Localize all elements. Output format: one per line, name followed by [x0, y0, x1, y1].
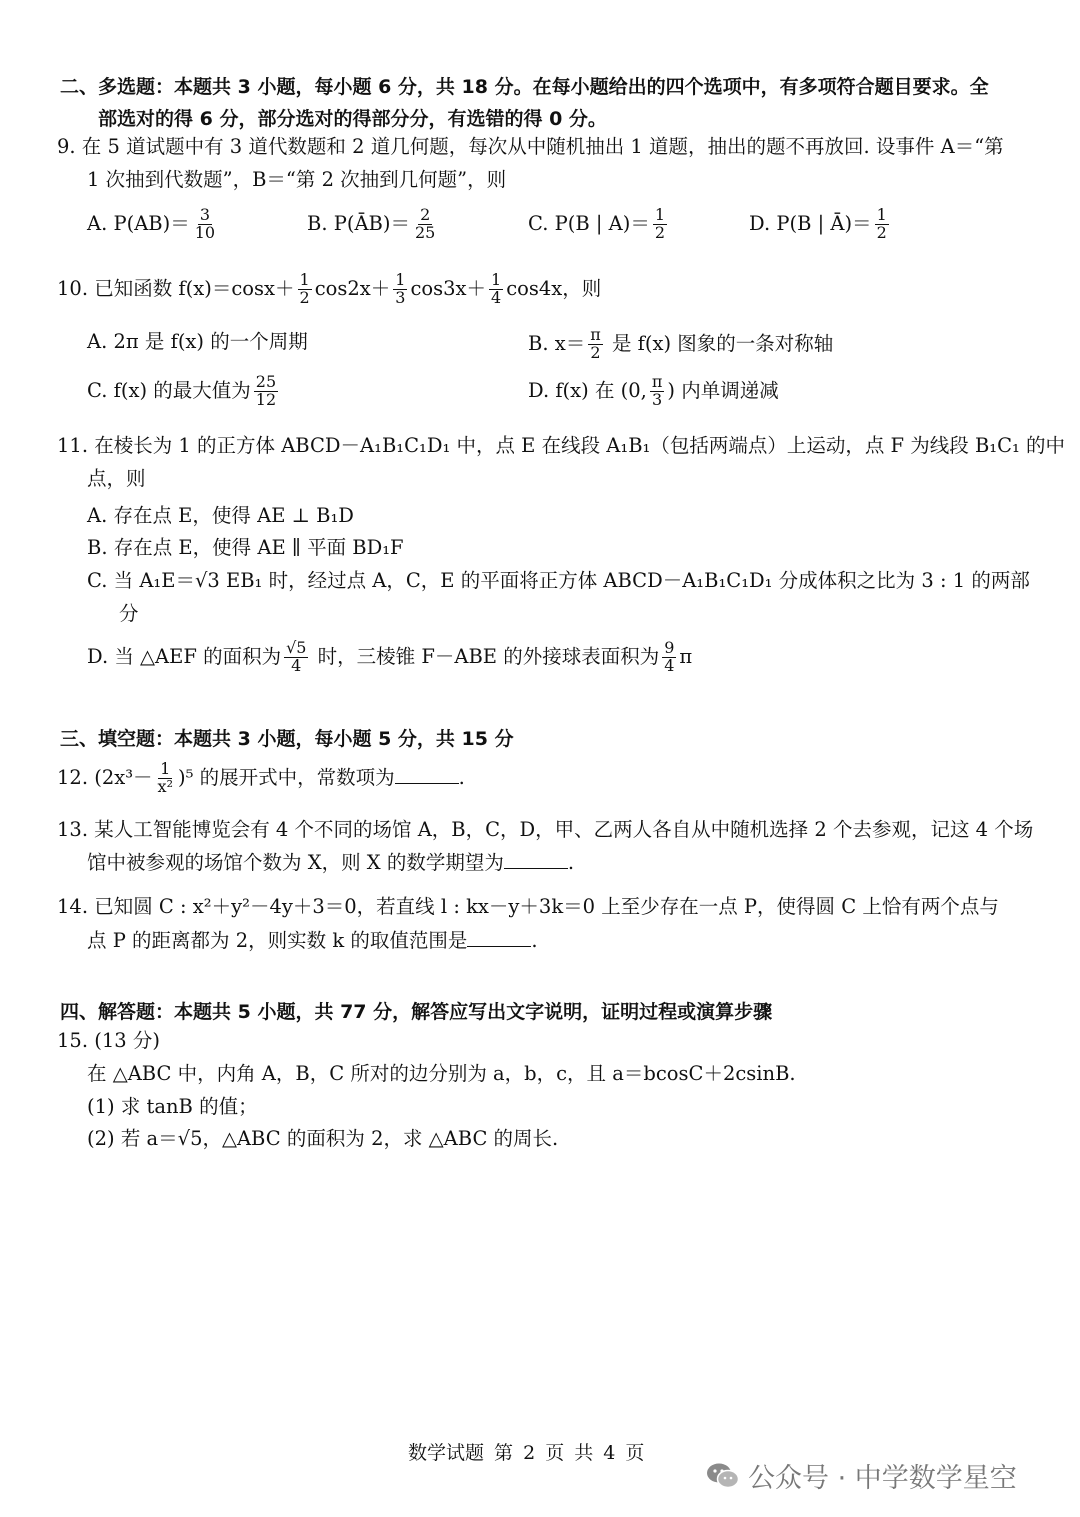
- q11-option-c-line1: C. 当 A₁E＝√3 EB₁ 时，经过点 A，C，E 的平面将正方体 ABCD－A₁B₁C₁D₁ 分成体积之比为 3 : 1 的两部: [87, 569, 1030, 592]
- q12-answer-blank[interactable]: [395, 765, 459, 784]
- q10-option-d: D. f(x) 在 (0, $\frac{\pi}{3}$ ) 内单调递减: [528, 372, 779, 409]
- q15-header: 15. (13 分): [57, 1029, 160, 1052]
- wechat-icon: [706, 1462, 740, 1490]
- q10-stem: 10. 已知函数 f(x)＝cosx＋ $\frac{1}{2}$ cos2x＋ $\frac{1}{3}$ cos3x＋ $\frac{1}{4}$ cos4x，则: [57, 270, 602, 307]
- q13-stem-line1: 13. 某人工智能博览会有 4 个不同的场馆 A，B，C，D，甲、乙两人各自从中随机选择 2 个去参观，记这 4 个场: [57, 818, 1034, 841]
- q9-option-c: C. P(B | A)＝ $\frac{1}{2}$: [528, 205, 666, 242]
- q9-stem-line2: 1 次抽到代数题”，B＝“第 2 次抽到几何题”，则: [87, 168, 507, 191]
- q9-option-a: A. P(AB)＝ $\frac{3}{10}$: [87, 205, 216, 242]
- q13-stem-line2: 馆中被参观的场馆个数为 X，则 X 的数学期望为 .: [87, 851, 575, 874]
- watermark: [706, 1456, 1017, 1495]
- section-3-heading: 三、填空题：本题共 3 小题，每小题 5 分，共 15 分: [60, 728, 514, 750]
- q11-option-b: B. 存在点 E，使得 AE ∥ 平面 BD₁F: [87, 536, 404, 559]
- q11-stem-line1: 11. 在棱长为 1 的正方体 ABCD－A₁B₁C₁D₁ 中，点 E 在线段 A₁B₁（包括两端点）上运动，点 F 为线段 B₁C₁ 的中: [57, 434, 1066, 457]
- q12-stem: 12. (2x³－ $\frac{1}{\text{x²}}$ )⁵ 的展开式中，常数项为 .: [57, 759, 465, 796]
- section-2-heading-line2: 部选对的得 6 分，部分选对的得部分分，有选错的得 0 分。: [98, 108, 607, 130]
- q9-option-b: B. P(ĀB)＝ $\frac{2}{25}$: [307, 205, 436, 242]
- q10-option-a: A. 2π 是 f(x) 的一个周期: [87, 330, 308, 353]
- q15-stem: 在 △ABC 中，内角 A，B，C 所对的边分别为 a，b，c，且 a＝bcosC＋2csinB.: [87, 1062, 796, 1085]
- q13-answer-blank[interactable]: [504, 850, 568, 869]
- q11-option-d: D. 当 △AEF 的面积为 $\frac{√5}{4}$ 时，三棱锥 F－ABE 的外接球表面积为 $\frac{9}{4}$ π: [87, 638, 693, 675]
- watermark-text: 公众号 · 中学数学星空: [748, 1463, 1017, 1494]
- q15-part-2: (2) 若 a＝√5，△ABC 的面积为 2，求 △ABC 的周长.: [87, 1127, 559, 1150]
- q15-part-1: (1) 求 tanB 的值；: [87, 1095, 258, 1118]
- q11-stem-line2: 点，则: [87, 467, 146, 490]
- q9-option-d: D. P(B | Ā)＝ $\frac{1}{2}$: [749, 205, 887, 242]
- q14-stem-line1: 14. 已知圆 C : x²＋y²－4y＋3＝0，若直线 l : kx－y＋3k＝0 上至少存在一点 P，使得圆 C 上恰有两个点与: [57, 895, 999, 918]
- q9-options: [87, 207, 987, 247]
- q14-answer-blank[interactable]: [467, 928, 531, 947]
- q14-stem-line2: 点 P 的距离都为 2，则实数 k 的取值范围是 .: [87, 929, 538, 952]
- q9-stem-line1: 9. 在 5 道试题中有 3 道代数题和 2 道几何题，每次从中随机抽出 1 道题，抽出的题不再放回. 设事件 A＝“第: [57, 135, 1004, 158]
- q11-option-c-line2: 分: [119, 602, 139, 625]
- section-2-heading-line1: 二、多选题：本题共 3 小题，每小题 6 分，共 18 分。在每小题给出的四个选项中，有多项符合题目要求。全: [60, 76, 989, 98]
- q11-option-a: A. 存在点 E，使得 AE ⊥ B₁D: [87, 504, 354, 527]
- section-4-heading: 四、解答题：本题共 5 小题，共 77 分，解答应写出文字说明，证明过程或演算步骤: [60, 1001, 773, 1023]
- q10-option-b: B. x＝ $\frac{\pi}{2}$ 是 f(x) 图象的一条对称轴: [528, 325, 834, 362]
- q10-option-c: C. f(x) 的最大值为 $\frac{25}{12}$: [87, 372, 277, 409]
- page-footer: 数学试题 第 2 页 共 4 页: [408, 1442, 645, 1464]
